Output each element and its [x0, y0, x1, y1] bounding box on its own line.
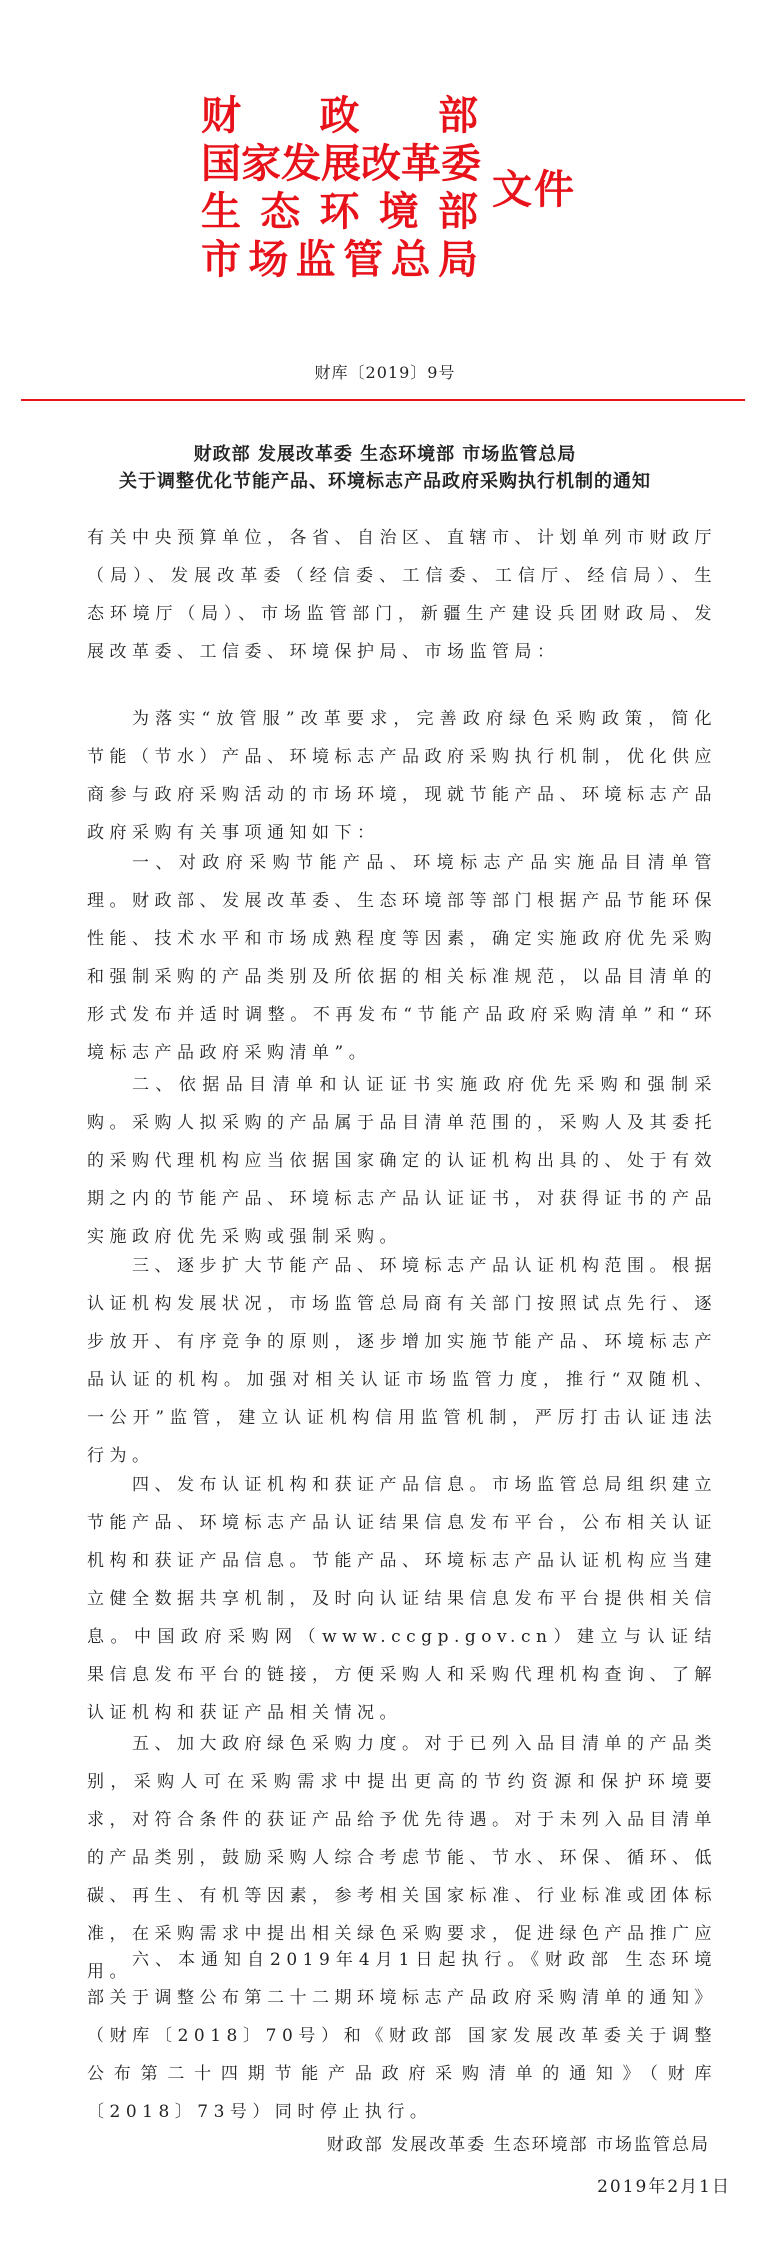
item-5-paragraph: 五、加大政府绿色采购力度。对于已列入品目清单的产品类别，采购人可在采购需求中提出更高的节约资源和保护环境要求，对符合条件的获证产品给予优先待遇。对于未列入品目清单的产品类别，鼓励采购人综合考虑节能、节水、环保、循环、低碳、再生、有机等因素，参考相关国家标准、行业标准或团体标准，在采购需求中提出相关绿色采购要求，促进绿色产品推广应用。	[87, 1734, 717, 1982]
item-1-paragraph: 一、对政府采购节能产品、环境标志产品实施品目清单管理。财政部、发展改革委、生态环境部等部门根据产品节能环保性能、技术水平和市场成熟程度等因素，确定实施政府优先采购和强制采购的产品类别及所依据的相关标准规范，以品目清单的形式发布并适时调整。不再发布“节能产品政府采购清单”和“环境标志产品政府采购清单”。	[87, 853, 717, 1063]
signoff-issuers: 财政部 发展改革委 生态环境部 市场监管总局	[326, 2135, 710, 2155]
item-2-paragraph: 二、依据品目清单和认证证书实施政府优先采购和强制采购。采购人拟采购的产品属于品目清单范围的，采购人及其委托的采购代理机构应当依据国家确定的认证机构出具的、处于有效期之内的节能产品、环境标志产品认证证书，对获得证书的产品实施政府优先采购或强制采购。	[87, 1075, 717, 1247]
agency-name-mee: 生态环境部	[201, 189, 478, 235]
salutation: 有关中央预算单位，各省、自治区、直辖市、计划单列市财政厅（局）、发展改革委（经信委、工信委、工信厅、经信局）、生态环境厅（局）、市场监管部门，新疆生产建设兵团财政局、发展改革委、工信委、环境保护局、市场监管局：	[87, 528, 717, 662]
title-issuers: 财政部 发展改革委 生态环境部 市场监管总局	[193, 444, 577, 465]
intro-paragraph: 为落实“放管服”改革要求，完善政府绿色采购政策，简化节能（节水）产品、环境标志产品政府采购执行机制，优化供应商参与政府采购活动的市场环境，现就节能产品、环境标志产品政府采购有关事项通知如下：	[87, 709, 717, 843]
agency-name-ndrc: 国家发展改革委	[201, 141, 481, 187]
item-3-paragraph: 三、逐步扩大节能产品、环境标志产品认证机构范围。根据认证机构发展状况，市场监管总局商有关部门按照试点先行、逐步放开、有序竞争的原则，逐步增加实施节能产品、环境标志产品认证的机构。加强对相关认证市场监管力度，推行“双随机、一公开”监管，建立认证机构信用监管机制，严厉打击认证违法行为。	[87, 1256, 717, 1466]
document-number: 财库〔2019〕9号	[314, 363, 456, 382]
signoff-date: 2019年2月1日	[597, 2177, 731, 2197]
red-divider	[21, 399, 745, 401]
item-6-paragraph: 六、本通知自2019年4月1日起执行。《财政部 生态环境部关于调整公布第二十二期环境标志产品政府采购清单的通知》（财库〔2018〕70号）和《财政部 国家发展改革委关于调整公布第二十四期节能产品政府采购清单的通知》（财库〔2018〕73号）同时停止执行。	[87, 1950, 717, 2122]
title-subject: 关于调整优化节能产品、环境标志产品政府采购执行机制的通知	[119, 471, 651, 492]
agency-name-samr: 市场监管总局	[201, 237, 478, 283]
item-4-paragraph: 四、发布认证机构和获证产品信息。市场监管总局组织建立节能产品、环境标志产品认证结果信息发布平台，公布相关认证机构和获证产品信息。节能产品、环境标志产品认证机构应当建立健全数据共享机制，及时向认证结果信息发布平台提供相关信息。中国政府采购网（www.ccgp.gov.cn）建立与认证结果信息发布平台的链接，方便采购人和采购代理机构查询、了解认证机构和获证产品相关情况。	[87, 1475, 717, 1723]
document-suffix: 文件	[492, 167, 576, 213]
agency-name-mof: 财政部	[201, 93, 478, 139]
